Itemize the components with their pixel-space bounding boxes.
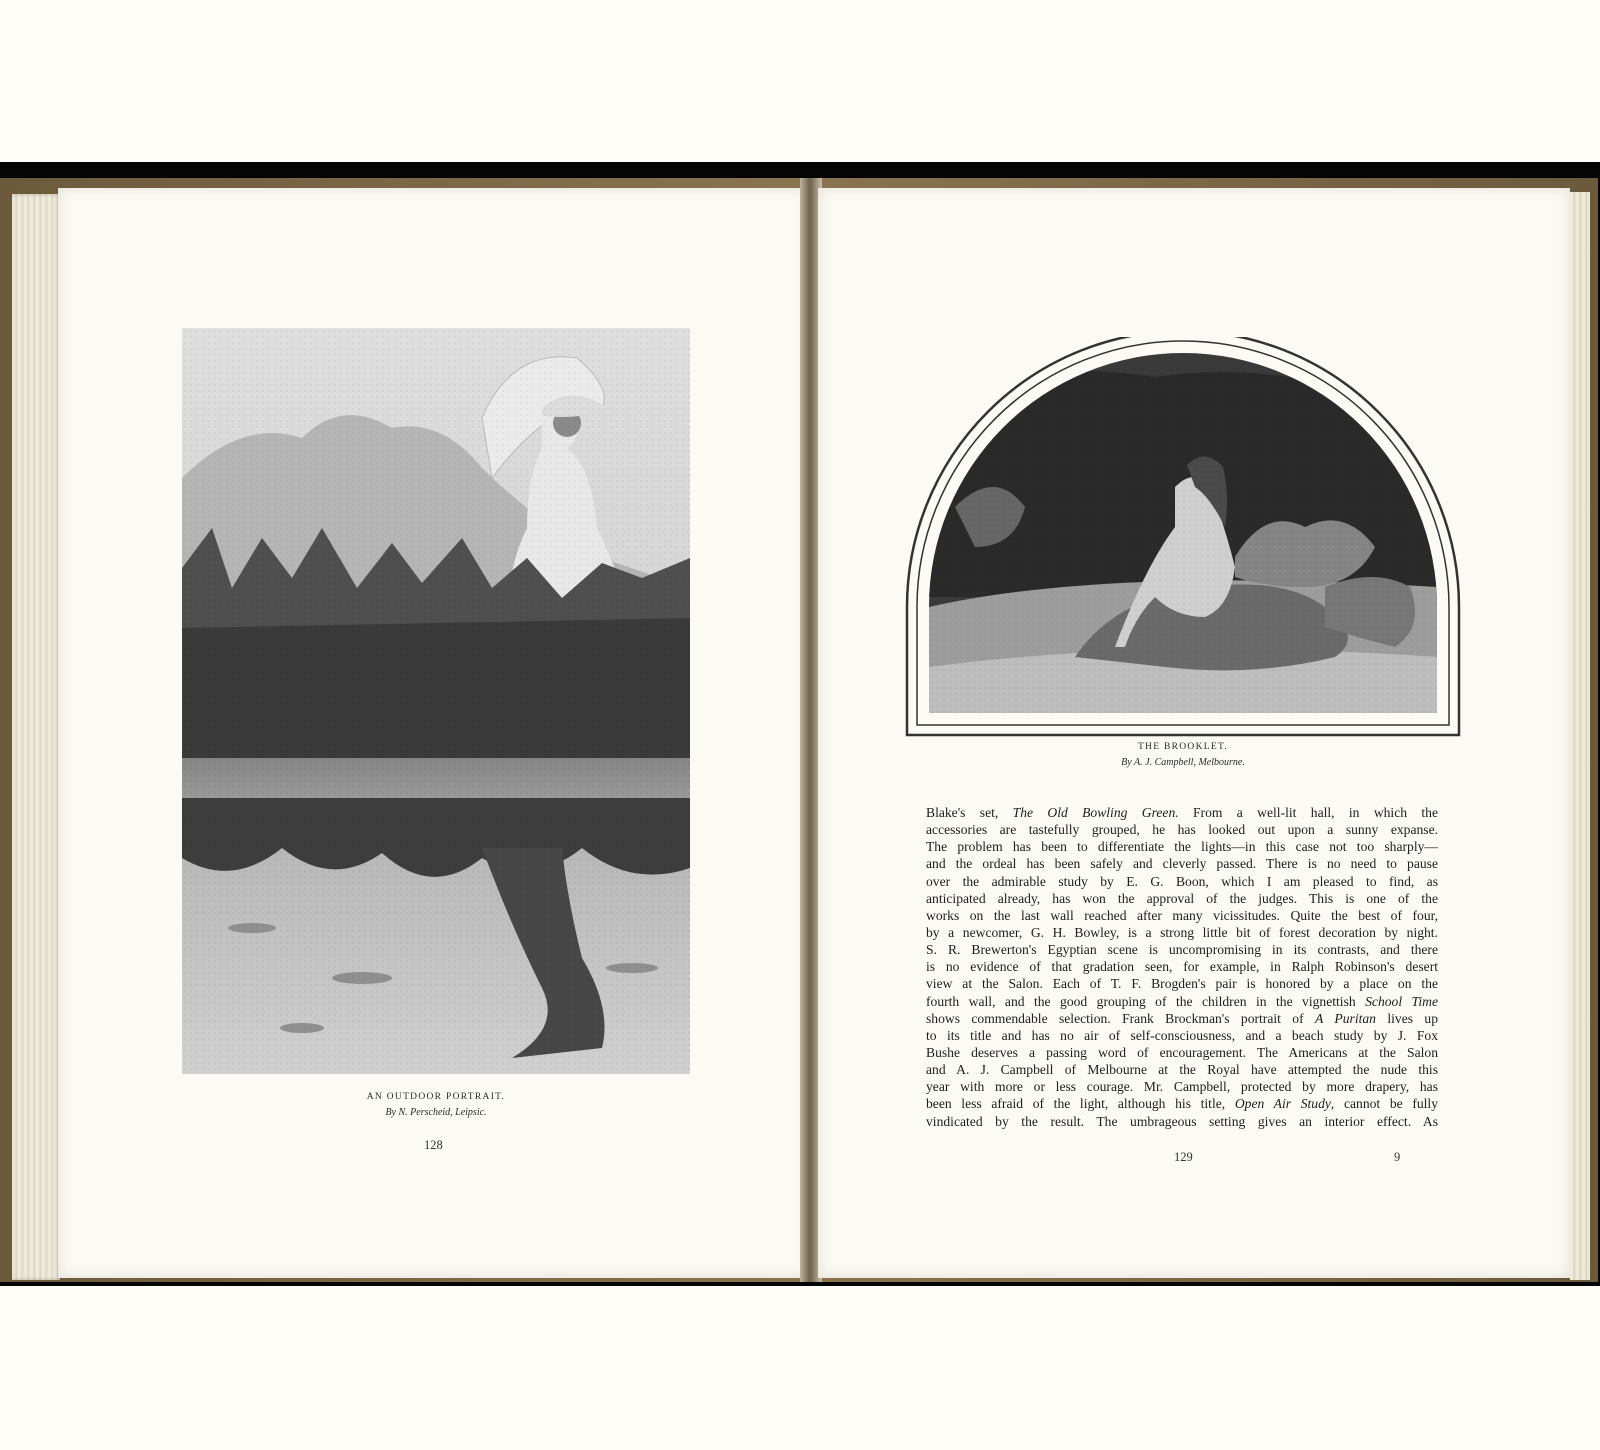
plate-caption-right (905, 742, 1461, 768)
body-text-run: to its title and has no air of self-consciousness, and a beach study by J. Fox (926, 1027, 1438, 1043)
body-text-run: over the admirable study by E. G. Boon, which I am pleased to find, as (926, 873, 1438, 889)
italic-title: Open Air Study (1234, 1096, 1331, 1112)
body-text-run: by a newcomer, G. H. Bowley, is a strong little bit of forest decoration by night. (926, 924, 1438, 940)
page-number-right: 129 (1174, 1150, 1193, 1164)
body-text-run: , cannot be fully (1330, 1096, 1438, 1112)
body-line (926, 804, 1438, 821)
body-line (926, 1113, 1438, 1130)
italic-title: The Old Bowling Green. (1012, 805, 1179, 820)
body-text-run: S. R. Brewerton's Egyptian scene is uncompromising in its contrasts, and there (926, 942, 1438, 958)
plate-credit: By N. Perscheid, Leipsic. (385, 1107, 487, 1118)
body-line (926, 1061, 1438, 1078)
body-line (926, 993, 1438, 1010)
page-number-left: 128 (424, 1138, 443, 1152)
body-line (926, 1078, 1438, 1095)
body-text-run: is no evidence of that gradation seen, for example, in Ralph Robinson's desert (926, 959, 1438, 975)
body-text-run: and the ordeal has been safely and cleverly passed. There is no need to pause (926, 856, 1438, 872)
body-line (926, 821, 1438, 838)
body-line (926, 1027, 1438, 1044)
plate-title: AN OUTDOOR PORTRAIT. (366, 1092, 506, 1102)
page-edges-right (1570, 192, 1590, 1280)
body-text-run: From a well-lit hall, in which the (1178, 805, 1438, 820)
body-text-run: year with more or less courage. Mr. Campbell, protected by more drapery, has (926, 1079, 1438, 1095)
body-text-run: works on the last wall reached after many vicissitudes. Quite the best of four, (926, 907, 1438, 923)
italic-title: School Time (1365, 993, 1438, 1009)
italic-title: A Puritan (1315, 1010, 1376, 1026)
plate-outdoor-portrait-image (182, 328, 690, 1074)
body-line (926, 873, 1438, 890)
plate-title: THE BROOKLET. (1137, 742, 1229, 752)
body-text-run: vindicated by the result. The umbrageous setting gives an interior effect. As (926, 1113, 1438, 1129)
signature-mark: 9 (1394, 1150, 1401, 1164)
body-text-run: view at the Salon. Each of T. F. Brogden's pair is honored by a place on the (926, 976, 1438, 992)
body-line (926, 1044, 1438, 1061)
body-text-run: Blake's set, (926, 805, 1013, 820)
body-text-run: and A. J. Campbell of Melbourne at the Royal have attempted the nude this (926, 1062, 1438, 1078)
body-line (926, 907, 1438, 924)
plate-credit: By A. J. Campbell, Melbourne. (1121, 757, 1245, 768)
body-text-run: The problem has been to differentiate the lights—in this case not too sharply— (926, 839, 1438, 855)
body-text-run: been less afraid of the light, although his title, (926, 1096, 1235, 1112)
body-text-run: lives up (1375, 1010, 1439, 1026)
body-text (926, 804, 1438, 1130)
body-text-run: shows commendable selection. Frank Brockman's portrait of (926, 1010, 1315, 1026)
body-line (926, 1010, 1438, 1027)
body-text-run: accessories are tastefully grouped, he has looked out upon a sunny expanse. (926, 822, 1438, 838)
body-text-run: Bushe deserves a passing word of encouragement. The Americans at the Salon (926, 1044, 1438, 1060)
body-line (926, 855, 1438, 872)
body-line (926, 1095, 1438, 1112)
plate-brooklet-image (905, 337, 1461, 737)
page-edges-left (12, 194, 60, 1280)
body-line (926, 890, 1438, 907)
body-line (926, 941, 1438, 958)
left-page (58, 188, 808, 1278)
body-text-run: fourth wall, and the good grouping of the children in the vignettish (926, 993, 1366, 1009)
body-line (926, 958, 1438, 975)
plate-caption-left (182, 1092, 690, 1118)
body-text-run: anticipated already, has won the approval of the judges. This is one of the (926, 890, 1438, 906)
body-line (926, 838, 1438, 855)
plate-outdoor-portrait (182, 328, 690, 1074)
right-page (818, 188, 1570, 1278)
body-line (926, 975, 1438, 992)
body-line (926, 924, 1438, 941)
plate-brooklet (905, 337, 1461, 737)
